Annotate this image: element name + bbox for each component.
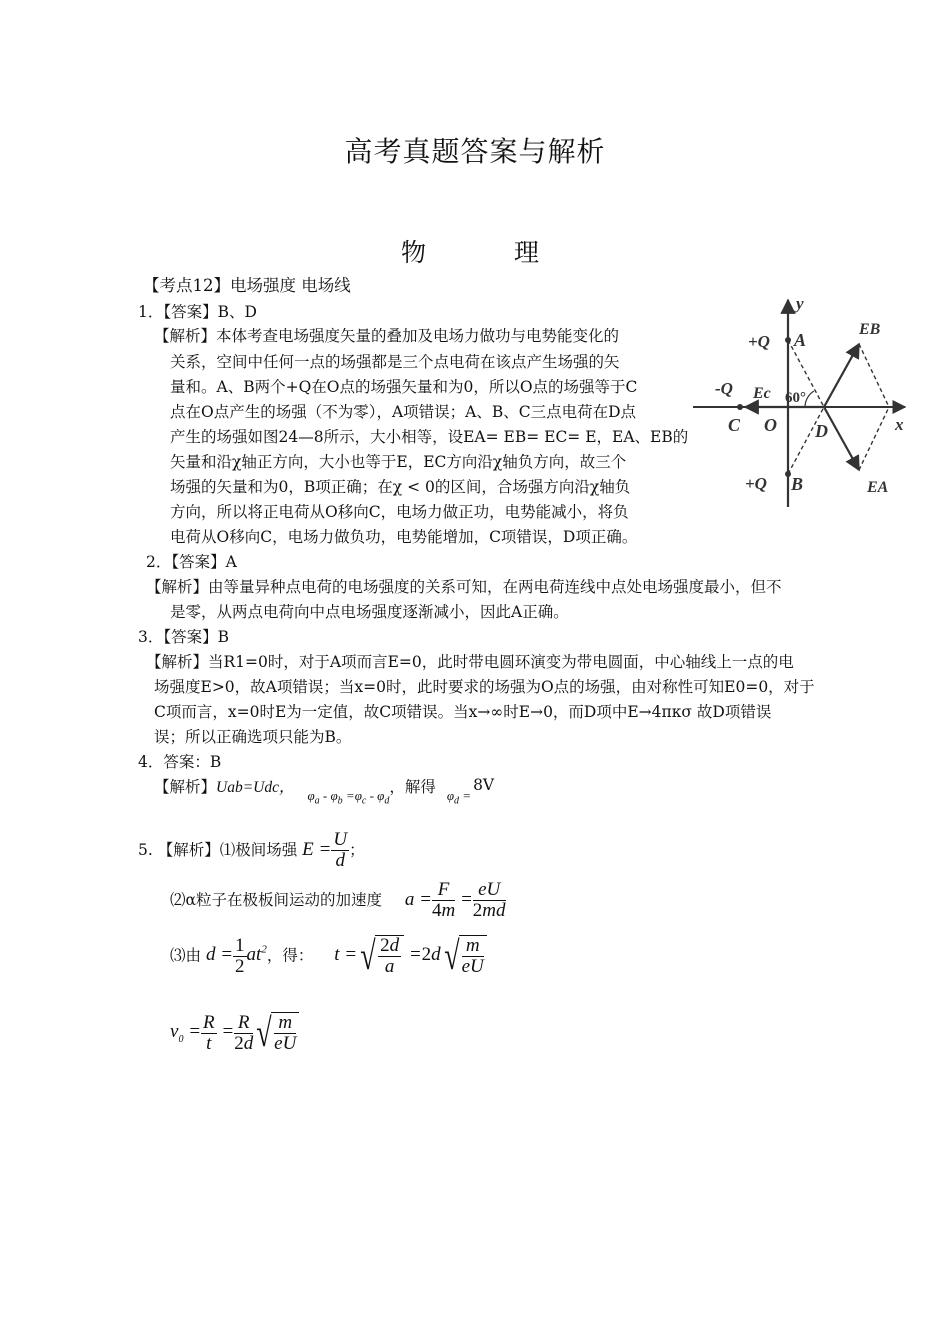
label-point-D: D bbox=[815, 421, 828, 441]
q4-prefix: 【解析】 bbox=[154, 778, 217, 796]
q1-line-5: 产生的场强如图24—8所示，大小相等，设EA= EB= EC= E，EA、EB的 bbox=[170, 428, 689, 446]
q5-formula-t: t =√ $\frac{2d}{a}$ =2d√ $\frac{m}{eU}$ bbox=[334, 944, 487, 965]
q4-result: 8V bbox=[473, 776, 495, 794]
q1-line-2: 关系，空间中任何一点的场强都是三个点电荷在该点产生场强的矢 bbox=[170, 353, 620, 371]
label-point-O: O bbox=[764, 415, 777, 435]
q5-formula-a: a = $\frac{F}{4m}$ = $\frac{eU}{2md}$ bbox=[404, 879, 506, 921]
q2-line-2: 是零，从两点电荷向中点电场强度逐渐减小，因此A正确。 bbox=[170, 603, 569, 621]
q4-answer: 4．答案：B bbox=[138, 753, 222, 771]
q5-step1-text: ⑴极间场强 bbox=[219, 840, 298, 859]
q5-step3-mid: ，得： bbox=[266, 946, 314, 965]
label-EA: EA bbox=[867, 479, 889, 496]
section-heading: 【考点12】电场强度 电场线 bbox=[143, 276, 351, 295]
label-y-axis: y bbox=[796, 294, 804, 313]
subject-heading: 物 理 bbox=[401, 238, 579, 267]
vector-EB bbox=[824, 344, 859, 407]
q1-line-3: 量和。A、B两个+Q在O点的场强矢量和为0，所以O点的场强等于C bbox=[170, 378, 638, 396]
label-charge-C: -Q bbox=[715, 379, 733, 398]
label-x-axis: x bbox=[895, 415, 904, 434]
label-point-C: C bbox=[728, 415, 741, 435]
q2-line-1: 【解析】由等量异种点电荷的电场强度的关系可知，在两电荷连线中点处电场强度最小，但不 bbox=[146, 578, 782, 596]
q5-step3-text: ⑶由 bbox=[170, 946, 202, 965]
label-EC: Ec bbox=[753, 385, 771, 402]
vector-EA bbox=[824, 407, 859, 470]
q4-phi-d: φd = bbox=[446, 788, 472, 807]
q3-line-1: 【解析】当R1=0时，对于A项而言E=0，此时带电圆环演变为带电圆面，中心轴线上一点的电 bbox=[146, 653, 794, 671]
angle-arc bbox=[805, 391, 814, 407]
q2-answer: 2．【答案】A bbox=[146, 553, 237, 571]
q1-line-8: 方向，所以将正电荷从O移向C，电场力做正功，电势能减小，将负 bbox=[170, 503, 629, 521]
label-point-A: A bbox=[794, 330, 807, 350]
q5-formula-E: E = $\frac{U}{d}$ bbox=[302, 829, 348, 871]
q5-formula-d: d = $\frac{1}{2}$ $at^2$ bbox=[205, 934, 267, 977]
label-point-B: B bbox=[791, 474, 804, 494]
q5-semicolon: ； bbox=[349, 840, 365, 859]
q3-line-3: C项而言，x=0时E为一定值，故C项错误。当x→∞时E→0，而D项中E→4πκσ 故D项错误 bbox=[154, 703, 772, 721]
label-charge-B: +Q bbox=[745, 474, 767, 493]
q5-step1 bbox=[138, 830, 365, 871]
field-vector-figure bbox=[693, 292, 915, 514]
q1-line-1: 【解析】本体考查电场强度矢量的叠加及电场力做功与电势能变化的 bbox=[154, 327, 620, 345]
dash-EB-sum bbox=[859, 344, 889, 407]
point-A-dot bbox=[785, 337, 791, 343]
label-angle: 60° bbox=[785, 390, 806, 406]
q4-potential-formula: φa - φb =φc - φd bbox=[307, 788, 390, 807]
q1-line-6: 矢量和沿χ轴正方向，大小也等于E，EC方向沿χ轴负方向，故三个 bbox=[170, 453, 627, 471]
q1-line-7: 场强的矢量和为0，B项正确；在χ < 0的区间，合场强方向沿χ轴负 bbox=[170, 478, 631, 496]
q1-line-4: 点在O点产生的场强（不为零），A项错误；A、B、C三点电荷在D点 bbox=[170, 403, 637, 421]
page-title: 高考真题答案与解析 bbox=[344, 135, 606, 168]
label-EB: EB bbox=[859, 321, 881, 338]
q4-analysis bbox=[154, 776, 495, 807]
q1-line-9: 电荷从O移向C，电场力做负功，电势能增加，C项错误，D项正确。 bbox=[170, 528, 638, 546]
q3-line-2: 场强度E>0，故A项错误；当x=0时，此时要求的场强为O点的场强，由对称性可知E0=0，对于 bbox=[154, 678, 815, 696]
q4-equation: Uab=Udc， bbox=[216, 779, 295, 796]
q4-solve-text: ，解得 bbox=[389, 778, 436, 796]
dash-EA-sum bbox=[859, 407, 889, 470]
q3-line-4: 误；所以正确选项只能为B。 bbox=[154, 728, 352, 746]
q5-step4 bbox=[170, 1012, 299, 1054]
q5-label: 5. 【解析】 bbox=[138, 840, 220, 859]
q5-formula-v0: $v_0$ = $\frac{R}{t}$ = $\frac{R}{2d}$ √ $\frac{m}{eU}$ bbox=[170, 1021, 299, 1042]
label-charge-A: +Q bbox=[748, 332, 770, 351]
q5-step3 bbox=[170, 935, 487, 977]
q3-answer: 3．【答案】B bbox=[138, 628, 230, 646]
point-C-dot bbox=[737, 404, 743, 410]
q1-answer: 1．【答案】B、D bbox=[138, 303, 257, 321]
q5-step2 bbox=[170, 880, 506, 921]
q5-step2-text: ⑵α粒子在极板间运动的加速度 bbox=[170, 890, 382, 909]
